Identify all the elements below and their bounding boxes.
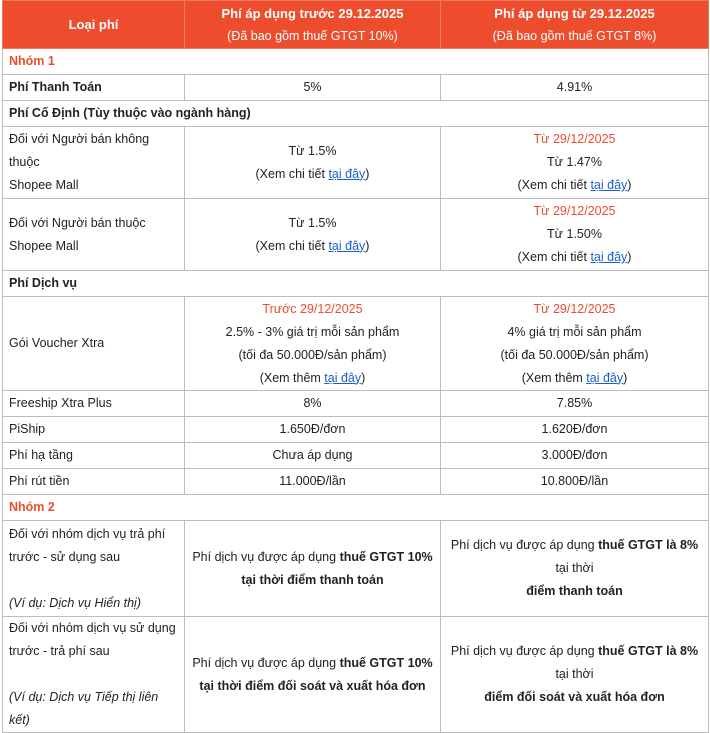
voucher-after-date: Từ 29/12/2025 [533,301,616,316]
group2-label: Nhóm 2 [3,495,709,521]
more-prefix: (Xem thêm [259,370,325,385]
infra-row [3,443,709,469]
detail-prefix: (Xem chi tiết [517,178,591,192]
piship-after: 1.620Đ/đơn [441,417,709,443]
more-prefix: (Xem thêm [521,370,587,385]
vat-text: thuế GTGT 10% [339,549,433,564]
postpaid-label-1: Đối với nhóm dịch vụ sử dụng [9,621,176,635]
prepaid-after-line1 [447,534,702,580]
text: Phí dịch vụ được áp dụng [450,538,599,552]
piship-label: PiShip [3,417,185,443]
postpaid-after-line2: điểm đối soát và xuất hóa đơn [484,690,665,704]
payment-after: 4.91% [441,75,709,101]
fixed-mall-label-1: Đối với Người bán thuộc [9,215,146,230]
detail-link[interactable]: tại đây [328,166,366,181]
infra-after: 3.000Đ/đơn [441,443,709,469]
piship-before: 1.650Đ/đơn [185,417,441,443]
withdraw-before: 11.000Đ/lần [185,469,441,495]
postpaid-label-2: trước - trả phí sau [9,644,110,658]
header-fee-type: Loại phí [3,1,185,49]
voucher-after-line1: 4% giá trị mỗi sản phẩm [507,324,642,339]
payment-before: 5% [185,75,441,101]
fixed-nonmall-before-value: Từ 1.5% [288,143,337,158]
voucher-after [441,297,709,391]
prepaid-before-line2: tại thời điểm thanh toán [241,572,384,587]
withdraw-row [3,469,709,495]
postpaid-label [3,617,185,733]
fixed-nonmall-before-detail [191,163,434,186]
prepaid-label [3,521,185,617]
text: Phí dịch vụ được áp dụng [192,655,340,670]
more-link[interactable]: tại đây [324,370,362,385]
postpaid-row [3,617,709,733]
spacer [9,663,178,686]
prepaid-after [441,521,709,617]
fixed-nonmall-label-1: Đối với Người bán không thuộc [9,132,150,169]
fixed-mall-before [185,199,441,271]
fixed-mall-before-detail [191,235,434,258]
text: tại thời [555,667,594,681]
fee-table [2,0,709,733]
postpaid-example: (Ví dụ: Dịch vụ Tiếp thị liên kết) [9,690,159,727]
voucher-before-date: Trước 29/12/2025 [262,301,363,316]
prepaid-example: (Ví dụ: Dịch vụ Hiển thị) [9,595,141,610]
voucher-after-more [447,367,702,390]
prepaid-row [3,521,709,617]
voucher-row [3,297,709,391]
text: Phí dịch vụ được áp dụng [192,549,340,564]
freeship-label: Freeship Xtra Plus [3,391,185,417]
fixed-nonmall-label [3,127,185,199]
vat-text: thuế GTGT 10% [339,655,433,670]
more-suffix: ) [623,370,628,385]
freeship-row [3,391,709,417]
postpaid-before [185,617,441,733]
text: tại thời [555,561,594,575]
fixed-mall-after-detail [447,246,702,269]
more-link[interactable]: tại đây [586,370,624,385]
header-before-sub: (Đã bao gồm thuế GTGT 10%) [227,28,398,43]
fixed-nonmall-after [441,127,709,199]
detail-suffix: ) [627,250,632,264]
postpaid-before-line2: tại thời điểm đối soát và xuất hóa đơn [199,678,426,693]
fixed-mall-label-2: Shopee Mall [9,238,79,253]
prepaid-before-line1 [191,546,434,569]
detail-prefix: (Xem chi tiết [517,250,591,264]
withdraw-after: 10.800Đ/lần [441,469,709,495]
group1-row [3,49,709,75]
detail-suffix: ) [627,178,632,192]
detail-link[interactable]: tại đây [328,238,366,253]
prepaid-before [185,521,441,617]
detail-suffix: ) [365,166,370,181]
group1-label: Nhóm 1 [3,49,709,75]
fixed-title: Phí Cố Định (Tùy thuộc vào ngành hàng) [3,101,709,127]
infra-label: Phí hạ tầng [3,443,185,469]
withdraw-label: Phí rút tiền [3,469,185,495]
detail-suffix: ) [365,238,370,253]
vat-text: thuế GTGT là 8% [598,538,699,552]
spacer [9,569,178,592]
detail-prefix: (Xem chi tiết [255,166,329,181]
header-before-title: Phí áp dụng trước 29.12.2025 [221,5,404,21]
voucher-after-line2: (tối đa 50.000Đ/sản phẩm) [500,347,649,362]
header-before [185,1,441,49]
header-after [441,1,709,49]
fixed-nonmall-after-date: Từ 29/12/2025 [533,132,616,146]
more-suffix: ) [361,370,366,385]
postpaid-after-line1 [447,640,702,686]
payment-label: Phí Thanh Toán [3,75,185,101]
fixed-mall-after-date: Từ 29/12/2025 [533,204,616,218]
prepaid-after-line2: điểm thanh toán [526,584,623,598]
postpaid-before-line1 [191,652,434,675]
text: Phí dịch vụ được áp dụng [450,644,599,658]
detail-link[interactable]: tại đây [590,178,628,192]
fixed-mall-label [3,199,185,271]
infra-before: Chưa áp dụng [185,443,441,469]
voucher-before-line2: (tối đa 50.000Đ/sản phẩm) [238,347,387,362]
service-title: Phí Dịch vụ [3,271,709,297]
fixed-mall-after [441,199,709,271]
piship-row [3,417,709,443]
fixed-nonmall-after-detail [447,174,702,197]
fixed-nonmall-after-value: Từ 1.47% [547,155,602,169]
header-after-sub: (Đã bao gồm thuế GTGT 8%) [492,28,657,43]
voucher-label: Gói Voucher Xtra [3,297,185,391]
postpaid-after [441,617,709,733]
voucher-before-line1: 2.5% - 3% giá trị mỗi sản phẩm [225,324,400,339]
fixed-nonmall-row [3,127,709,199]
header-row [3,1,709,49]
payment-row [3,75,709,101]
fixed-mall-before-value: Từ 1.5% [288,215,337,230]
freeship-after: 7.85% [441,391,709,417]
fixed-mall-after-value: Từ 1.50% [547,227,602,241]
header-after-title: Phí áp dụng từ 29.12.2025 [494,5,655,21]
detail-link[interactable]: tại đây [590,250,628,264]
detail-prefix: (Xem chi tiết [255,238,329,253]
fixed-mall-row [3,199,709,271]
vat-text: thuế GTGT là 8% [598,644,699,658]
voucher-before-more [191,367,434,390]
group2-row [3,495,709,521]
fixed-nonmall-before [185,127,441,199]
freeship-before: 8% [185,391,441,417]
prepaid-label-1: Đối với nhóm dịch vụ trả phí [9,526,166,541]
fixed-nonmall-label-2: Shopee Mall [9,178,79,192]
prepaid-label-2: trước - sử dụng sau [9,549,121,564]
voucher-before [185,297,441,391]
fixed-title-row [3,101,709,127]
service-title-row [3,271,709,297]
